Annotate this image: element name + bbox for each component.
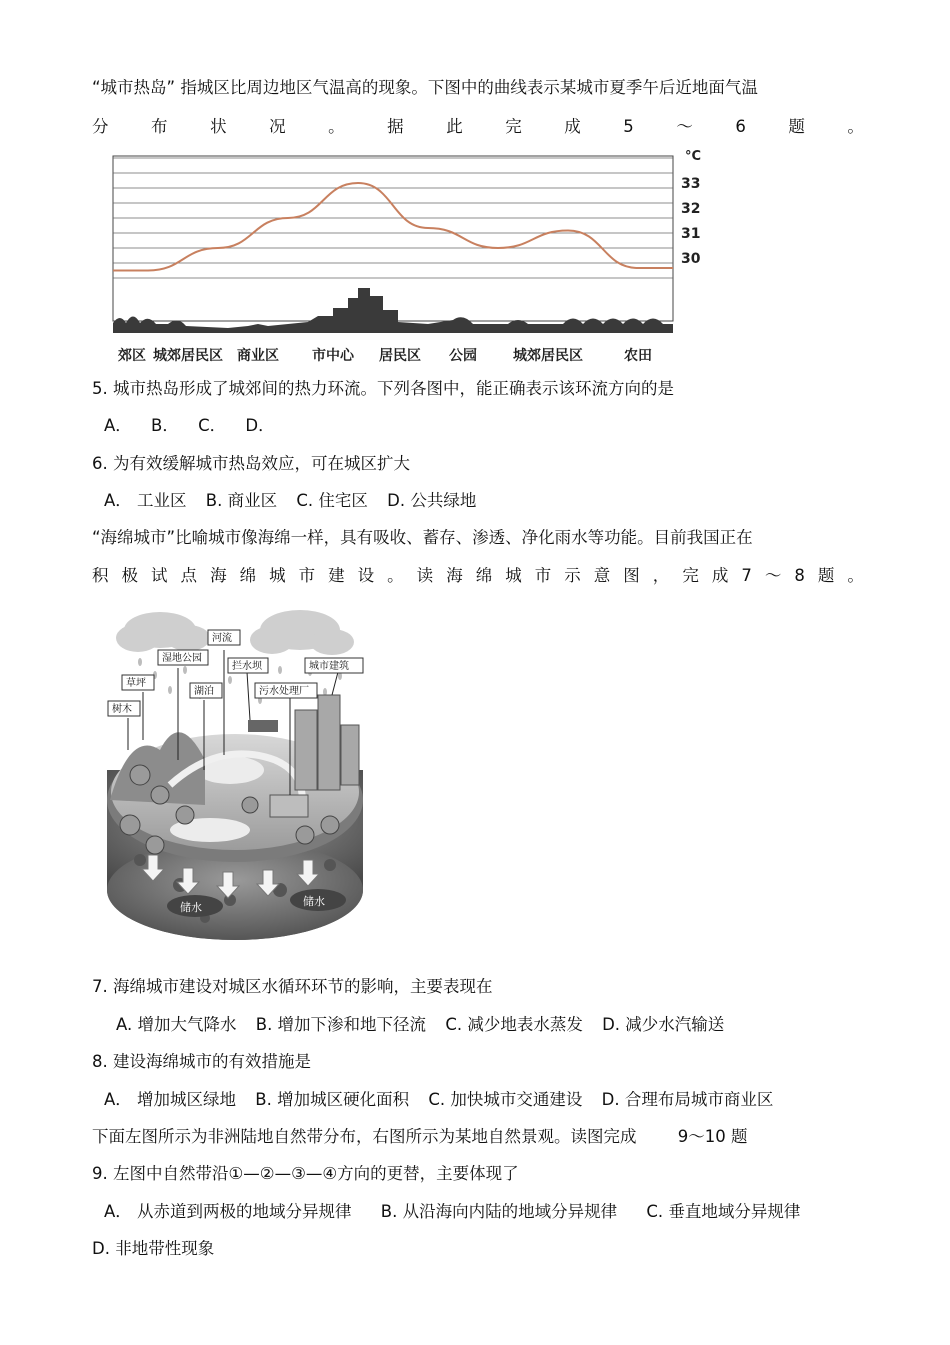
intro1-line2-char: 布 bbox=[151, 117, 168, 136]
intro-paragraph-3 bbox=[92, 1126, 748, 1148]
x-category-label: 公园 bbox=[449, 348, 477, 364]
label-lawn: 草坪 bbox=[126, 678, 146, 689]
y-tick-label: 31 bbox=[681, 226, 701, 242]
intro-paragraph-1-line-2 bbox=[92, 116, 864, 138]
chart-frame bbox=[113, 156, 673, 321]
label-city-buildings: 城市建筑 bbox=[309, 661, 349, 672]
intro2-line2-char: ， bbox=[652, 566, 670, 585]
q5-option-a[interactable]: A． bbox=[104, 416, 132, 435]
intro2-line2-char: 积 bbox=[92, 566, 109, 585]
x-category-label: 郊区 bbox=[118, 348, 146, 364]
x-category-label: 市中心 bbox=[312, 348, 354, 364]
intro-paragraph-1-line-1: “城市热岛” 指城区比周边地区气温高的现象。下图中的曲线表示某城市夏季午后近地面气温 bbox=[92, 78, 758, 97]
intro1-line2-char: 完 bbox=[505, 117, 522, 136]
y-axis-unit: °C bbox=[685, 149, 702, 164]
intro1-line2-char: 状 bbox=[210, 117, 227, 136]
y-tick-label: 30 bbox=[681, 251, 701, 267]
question-9-stem: 9. 左图中自然带沿①—②—③—④方向的更替，主要体现了 bbox=[92, 1164, 519, 1183]
q5-option-d[interactable]: D． bbox=[245, 416, 275, 435]
intro2-line2-char: 。 bbox=[847, 566, 864, 585]
question-6-stem: 6. 为有效缓解城市热岛效应，可在城区扩大 bbox=[92, 454, 410, 473]
intro-paragraph-2-line-1: “海绵城市”比喻城市像海绵一样，具有吸收、蓄存、渗透、净化雨水等功能。目前我国正在 bbox=[92, 528, 753, 547]
intro1-line2-char: 成 bbox=[564, 117, 581, 136]
intro2-line2-char: 市 bbox=[298, 566, 316, 585]
intro2-line2-char: 绵 bbox=[239, 566, 257, 585]
intro1-line2-char: 据 bbox=[387, 117, 404, 136]
intro2-line2-char: 意 bbox=[593, 566, 611, 585]
question-8-stem: 8. 建设海绵城市的有效措施是 bbox=[92, 1052, 311, 1071]
question-5-stem: 5. 城市热岛形成了城郊间的热力环流。下列各图中，能正确表示该环流方向的是 bbox=[92, 379, 674, 398]
cloud-left-icon bbox=[116, 612, 210, 652]
intro1-line2-char: 5 bbox=[623, 117, 634, 136]
q8-option-a[interactable]: A． 增加城区绿地 bbox=[104, 1090, 237, 1109]
intro2-line2-char: 题 bbox=[817, 566, 835, 585]
q7-option-a[interactable]: A. 增加大气降水 bbox=[116, 1015, 237, 1034]
q9-option-d[interactable]: D. 非地带性现象 bbox=[92, 1239, 215, 1258]
q7-option-c[interactable]: C. 减少地表水蒸发 bbox=[445, 1015, 583, 1034]
question-7-options bbox=[116, 1014, 738, 1036]
x-category-label: 城郊居民区 bbox=[153, 348, 223, 364]
label-storage-right: 储水 bbox=[303, 895, 325, 908]
x-category-label: 城郊居民区 bbox=[513, 348, 583, 364]
temperature-curve bbox=[113, 183, 673, 271]
city-skyline-icon bbox=[113, 288, 673, 333]
intro1-line2-char: 此 bbox=[446, 117, 463, 136]
intro-paragraph-3-range: 9～10 题 bbox=[677, 1127, 748, 1146]
label-river: 河流 bbox=[212, 633, 232, 644]
intro2-line2-char: 海 bbox=[210, 566, 227, 585]
intro2-line2-char: 点 bbox=[180, 566, 198, 585]
question-8-options bbox=[104, 1089, 787, 1111]
intro2-line2-char: 设 bbox=[357, 566, 375, 585]
dam-icon bbox=[248, 720, 278, 732]
label-sewage-plant: 污水处理厂 bbox=[259, 686, 309, 697]
sponge-city-diagram bbox=[100, 600, 370, 950]
label-trees: 树木 bbox=[112, 704, 132, 715]
intro1-line2-char: 分 bbox=[92, 117, 109, 136]
intro2-line2-char: ～ bbox=[764, 566, 782, 585]
intro2-line2-char: 示 bbox=[564, 566, 581, 585]
q6-option-d[interactable]: D. 公共绿地 bbox=[387, 491, 477, 510]
question-6-options bbox=[104, 490, 490, 512]
intro2-line2-char: 完 bbox=[682, 566, 699, 585]
intro2-line2-char: 市 bbox=[534, 566, 552, 585]
question-7-stem: 7. 海绵城市建设对城区水循环环节的影响，主要表现在 bbox=[92, 977, 493, 996]
intro1-line2-char: 。 bbox=[847, 117, 864, 136]
intro2-line2-char: 极 bbox=[121, 566, 139, 585]
intro2-line2-char: 海 bbox=[446, 566, 463, 585]
intro1-line2-char: ～ bbox=[676, 117, 693, 136]
question-9-options bbox=[104, 1201, 814, 1223]
q5-option-c[interactable]: C． bbox=[198, 416, 227, 435]
q7-option-d[interactable]: D. 减少水汽输送 bbox=[602, 1015, 725, 1034]
intro2-line2-char: 试 bbox=[151, 566, 168, 585]
q5-option-b[interactable]: B． bbox=[151, 416, 179, 435]
q6-option-c[interactable]: C. 住宅区 bbox=[296, 491, 368, 510]
cloud-right-icon bbox=[250, 610, 354, 655]
label-wetland-park: 湿地公园 bbox=[162, 653, 202, 664]
label-dam: 拦水坝 bbox=[232, 661, 262, 672]
intro2-line2-char: 。 bbox=[387, 566, 404, 585]
intro1-line2-char: 题 bbox=[788, 117, 805, 136]
label-storage-left: 储水 bbox=[180, 901, 202, 914]
q9-option-a[interactable]: A． 从赤道到两极的地域分异规律 bbox=[104, 1202, 352, 1221]
intro2-line2-char: 建 bbox=[328, 566, 345, 585]
question-5-options bbox=[104, 415, 289, 437]
intro2-line2-char: 7 bbox=[741, 566, 752, 585]
intro1-line2-char: 况 bbox=[269, 117, 286, 136]
intro-paragraph-2-line-2 bbox=[92, 565, 864, 587]
intro2-line2-char: 图 bbox=[623, 566, 640, 585]
q7-option-b[interactable]: B. 增加下渗和地下径流 bbox=[255, 1015, 427, 1034]
q9-option-c[interactable]: C. 垂直地域分异规律 bbox=[646, 1202, 801, 1221]
q6-option-a[interactable]: A． 工业区 bbox=[104, 491, 187, 510]
intro2-line2-char: 8 bbox=[794, 566, 805, 585]
intro2-line2-char: 绵 bbox=[475, 566, 493, 585]
intro2-line2-char: 读 bbox=[416, 566, 434, 585]
intro2-line2-char: 城 bbox=[269, 566, 286, 585]
sewage-plant-icon bbox=[270, 795, 308, 817]
intro2-line2-char: 城 bbox=[505, 566, 522, 585]
y-tick-label: 32 bbox=[681, 201, 701, 217]
intro-paragraph-3-text: 下面左图所示为非洲陆地自然带分布，右图所示为某地自然景观。读图完成 bbox=[92, 1127, 637, 1146]
intro1-line2-char: 。 bbox=[328, 117, 345, 136]
q8-option-b[interactable]: B. 增加城区硬化面积 bbox=[255, 1090, 410, 1109]
intro1-line2-char: 6 bbox=[735, 117, 746, 136]
city-buildings-icon bbox=[295, 695, 359, 790]
y-tick-label: 33 bbox=[681, 176, 701, 192]
q9-option-b[interactable]: B. 从沿海向内陆的地域分异规律 bbox=[380, 1202, 618, 1221]
x-category-label: 居民区 bbox=[379, 348, 421, 364]
q8-option-d[interactable]: D. 合理布局城市商业区 bbox=[601, 1090, 774, 1109]
x-category-label: 商业区 bbox=[237, 348, 279, 364]
q6-option-b[interactable]: B. 商业区 bbox=[205, 491, 278, 510]
label-lake: 湖泊 bbox=[194, 686, 214, 697]
x-category-label: 农田 bbox=[624, 348, 652, 364]
q8-option-c[interactable]: C. 加快城市交通建设 bbox=[428, 1090, 583, 1109]
intro2-line2-char: 成 bbox=[711, 566, 729, 585]
urban-heat-island-chart bbox=[108, 148, 708, 368]
